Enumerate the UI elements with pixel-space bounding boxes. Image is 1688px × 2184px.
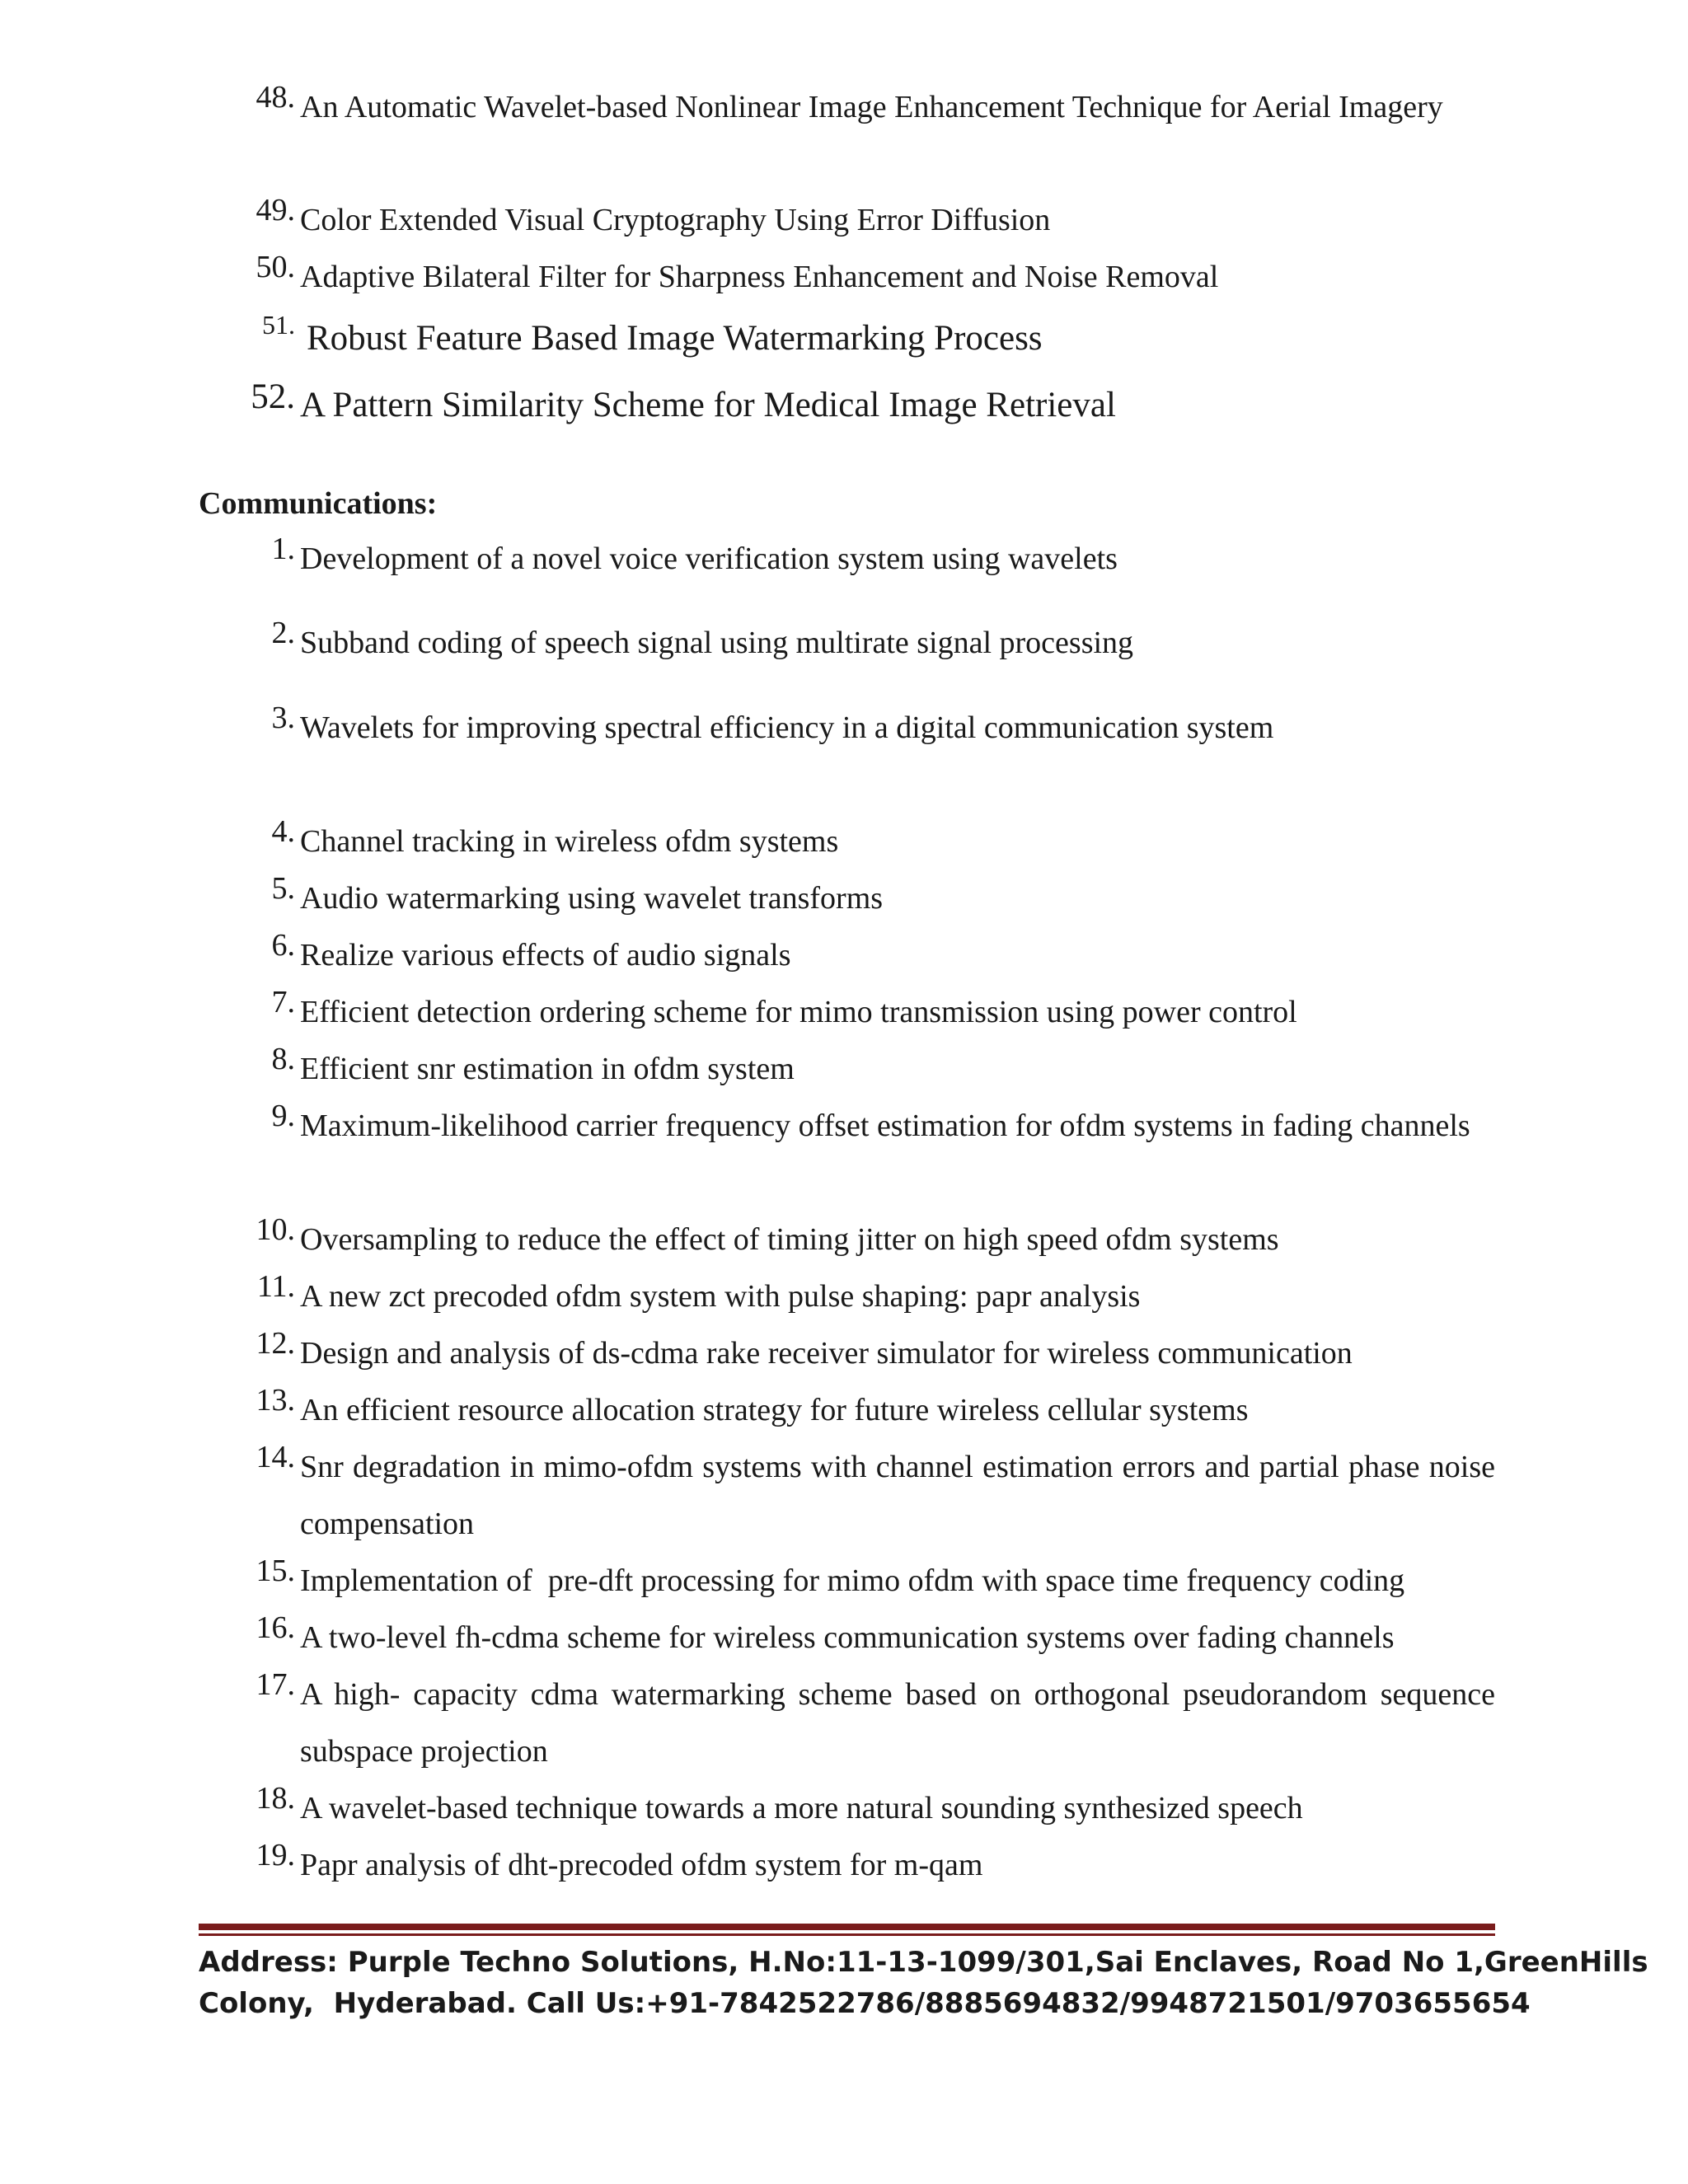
list-item-number: 13. <box>256 1383 295 1418</box>
list-item-number: 1. <box>271 532 295 566</box>
list-item-text: Implementation of pre-dft processing for mimo ofdm with space time frequency coding <box>300 1563 1405 1598</box>
list-item-text: Channel tracking in wireless ofdm systems <box>300 824 839 859</box>
list-item-text: Subband coding of speech signal using multirate signal processing <box>300 626 1134 660</box>
footer-address-line-2: Colony, Hyderabad. Call Us:+91-7842522786/8885694832/9948721501/9703655654 <box>199 1987 1531 2020</box>
list-item-number: 2. <box>271 616 295 650</box>
list-item-text: A new zct precoded ofdm system with pulse shaping: papr analysis <box>300 1279 1141 1314</box>
list-item-number: 3. <box>271 701 295 735</box>
list-item-text: Design and analysis of ds-cdma rake receiver simulator for wireless communication <box>300 1336 1353 1371</box>
list-item-number: 6. <box>271 928 295 963</box>
list-item-number: 48. <box>256 80 295 115</box>
list-item-number: 5. <box>271 871 295 906</box>
list-item-text: An efficient resource allocation strategy for future wireless cellular systems <box>300 1393 1249 1427</box>
footer-divider-thin <box>199 1933 1495 1936</box>
list-item-text: Development of a novel voice verification system using wavelets <box>300 541 1118 576</box>
list-item-text: A Pattern Similarity Scheme for Medical Image Retrieval <box>300 386 1116 424</box>
list-item-number: 17. <box>256 1667 295 1702</box>
list-item-text: Color Extended Visual Cryptography Using Error Diffusion <box>300 203 1051 237</box>
list-item-text: Snr degradation in mimo-ofdm systems with channel estimation errors and partial phase noise compensation <box>300 1450 1495 1541</box>
list-item-number: 9. <box>271 1099 295 1133</box>
list-item-number: 18. <box>256 1781 295 1816</box>
list-item-text: Efficient snr estimation in ofdm system <box>300 1052 795 1086</box>
list-item-number: 7. <box>271 985 295 1019</box>
list-item-text: Adaptive Bilateral Filter for Sharpness Enhancement and Noise Removal <box>300 260 1219 294</box>
list-item-number: 10. <box>256 1212 295 1247</box>
list-item-number: 49. <box>256 193 295 227</box>
list-item-text: Realize various effects of audio signals <box>300 938 791 972</box>
list-item-number: 16. <box>256 1610 295 1645</box>
list-item-text: Efficient detection ordering scheme for mimo transmission using power control <box>300 995 1297 1029</box>
footer-address <box>199 1942 1648 2024</box>
list-item-number: 8. <box>271 1042 295 1076</box>
list-item-number: 12. <box>256 1326 295 1361</box>
list-item-number: 52. <box>251 377 295 416</box>
list-item-text: Maximum-likelihood carrier frequency offset estimation for ofdm systems in fading channels <box>300 1108 1470 1143</box>
list-item-number: 4. <box>271 814 295 849</box>
list-item-text: Papr analysis of dht-precoded ofdm system for m-qam <box>300 1848 983 1882</box>
list-item-text: A two-level fh-cdma scheme for wireless communication systems over fading channels <box>300 1620 1395 1655</box>
list-item-number: 50. <box>256 250 295 284</box>
list-item-number: 11. <box>256 1269 295 1304</box>
list-item-number: 14. <box>256 1440 295 1474</box>
list-item-number: 19. <box>256 1838 295 1872</box>
list-item-number: 15. <box>256 1554 295 1588</box>
list-item-number: 51. <box>262 310 295 340</box>
list-item-text: Wavelets for improving spectral efficiency in a digital communication system <box>300 710 1274 745</box>
list-item-text: Robust Feature Based Image Watermarking Process <box>307 319 1043 358</box>
list-item-text: Audio watermarking using wavelet transforms <box>300 881 884 916</box>
list-item-text: A high- capacity cdma watermarking scheme based on orthogonal pseudorandom sequence subspace projection <box>300 1677 1495 1769</box>
list-item-text: An Automatic Wavelet-based Nonlinear Image Enhancement Technique for Aerial Imagery <box>300 90 1443 124</box>
list-item-text: Oversampling to reduce the effect of timing jitter on high speed ofdm systems <box>300 1222 1279 1257</box>
list-item-text: A wavelet-based technique towards a more natural sounding synthesized speech <box>300 1791 1303 1825</box>
footer-address-line-1: Address: Purple Techno Solutions, H.No:11-13-1099/301,Sai Enclaves, Road No 1,GreenHills <box>199 1946 1648 1979</box>
footer-divider-thick <box>199 1924 1495 1930</box>
section-heading-communications: Communications: <box>199 486 438 521</box>
